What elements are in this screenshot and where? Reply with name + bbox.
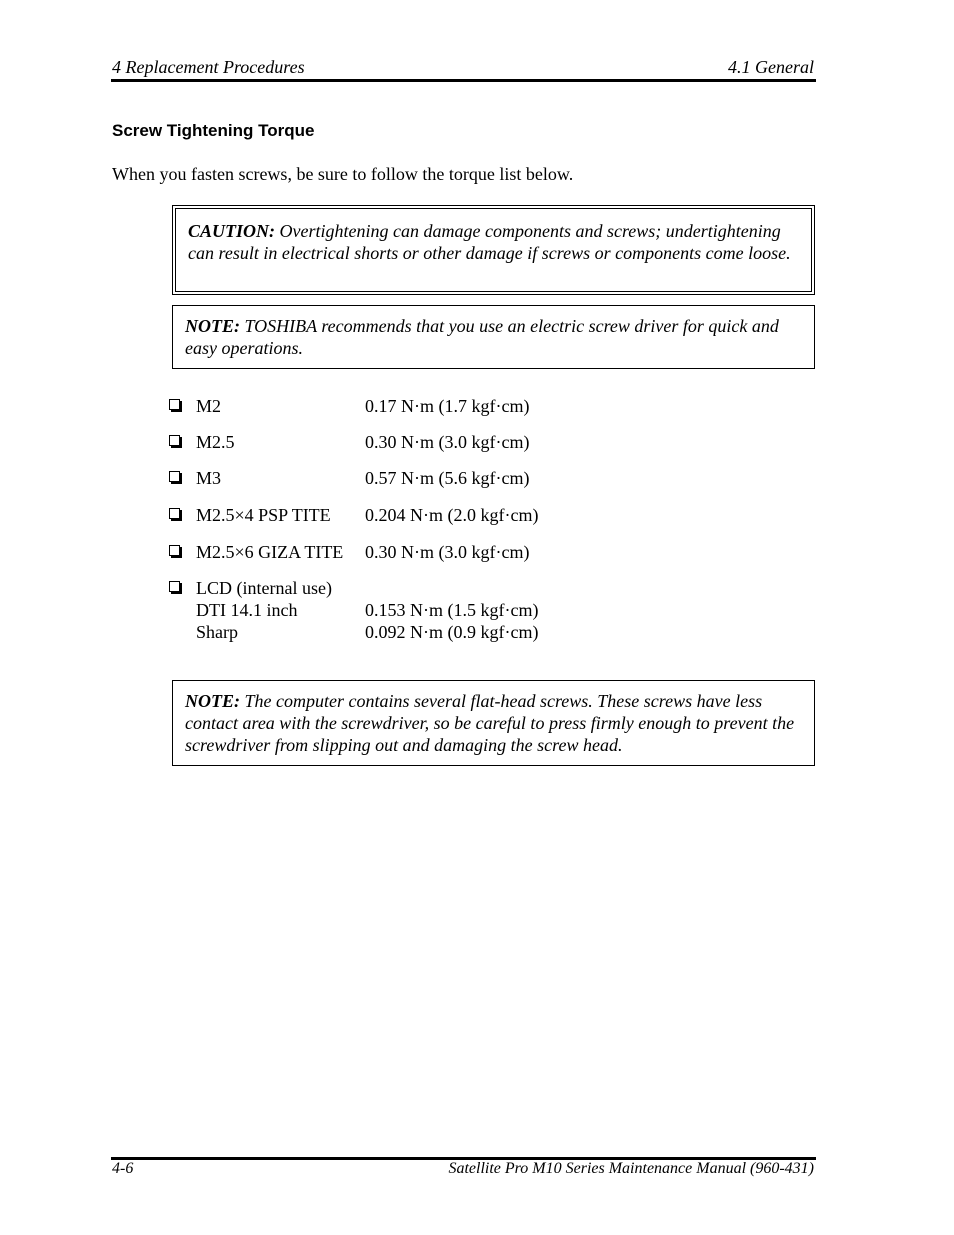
screw-type: M2.5×6 GIZA TITE (196, 542, 344, 562)
checkbox-bullet-icon (169, 399, 180, 410)
note-label: NOTE: (185, 316, 240, 336)
checkbox-bullet-icon (169, 545, 180, 556)
caution-label: CAUTION: (188, 221, 276, 241)
screw-type: M2 (196, 396, 222, 416)
torque-value: 0.17 N·m (1.7 kgf·cm) (365, 396, 530, 416)
checkbox-bullet-icon (169, 471, 180, 482)
lcd-item-torque: 0.153 N·m (1.5 kgf·cm) (365, 600, 539, 620)
caution-text: Overtightening can damage components and screws; undertightening can result in electrical shorts or other damage if screws or components come loose. (188, 221, 791, 263)
note-box-electric-driver (172, 305, 815, 369)
lcd-label: LCD (internal use) (196, 578, 332, 598)
torque-value: 0.204 N·m (2.0 kgf·cm) (365, 505, 539, 525)
checkbox-bullet-icon (169, 435, 180, 446)
torque-value: 0.57 N·m (5.6 kgf·cm) (365, 468, 530, 488)
torque-value: 0.30 N·m (3.0 kgf·cm) (365, 542, 530, 562)
header-section: 4.1 General (728, 57, 814, 77)
note-box-flat-head (172, 680, 815, 766)
note-text: The computer contains several flat-head screws. These screws have less contact area with the screwdriver, so be careful to press firmly enough to prevent the screwdriver from slipping out and damaging the screw head. (185, 691, 795, 755)
section-title: Screw Tightening Torque (112, 121, 315, 140)
page-number: 4-6 (112, 1160, 134, 1177)
checkbox-bullet-icon (169, 581, 180, 592)
note-label: NOTE: (185, 691, 240, 711)
note-text: TOSHIBA recommends that you use an electric screw driver for quick and easy operations. (185, 316, 779, 358)
torque-value: 0.30 N·m (3.0 kgf·cm) (365, 432, 530, 452)
header-chapter: 4 Replacement Procedures (112, 57, 305, 77)
screw-type: M2.5×4 PSP TITE (196, 505, 331, 525)
lcd-item-torque: 0.092 N·m (0.9 kgf·cm) (365, 622, 539, 642)
screw-type: M3 (196, 468, 222, 488)
header-rule (111, 79, 816, 82)
manual-title: Satellite Pro M10 Series Maintenance Manual (960-431) (448, 1160, 814, 1177)
screw-type: M2.5 (196, 432, 235, 452)
lcd-item-name: DTI 14.1 inch (196, 600, 298, 620)
intro-paragraph: When you fasten screws, be sure to follow the torque list below. (112, 164, 574, 184)
caution-box (172, 205, 815, 295)
lcd-item-name: Sharp (196, 622, 238, 642)
checkbox-bullet-icon (169, 508, 180, 519)
